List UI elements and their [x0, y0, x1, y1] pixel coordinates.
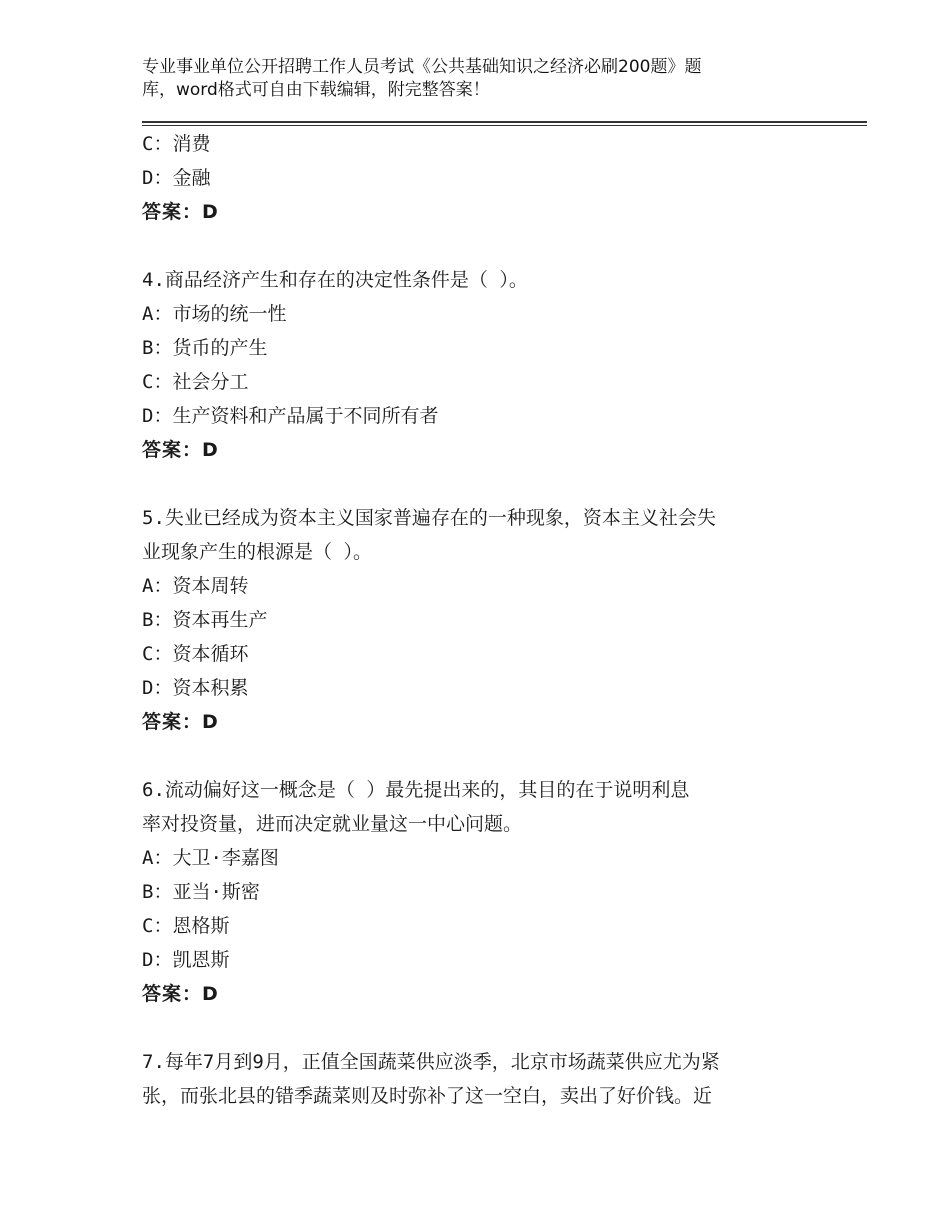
option-c: C：恩格斯	[142, 915, 230, 937]
question-content	[142, 127, 842, 1113]
answer: 答案：D	[142, 201, 219, 223]
question-stem: 6.流动偏好这一概念是（ ）最先提出来的，其目的在于说明利息	[142, 779, 690, 801]
spacer	[142, 1011, 842, 1045]
option-c: C：资本循环	[142, 643, 249, 665]
question-stem: 5.失业已经成为资本主义国家普遍存在的一种现象，资本主义社会失	[142, 507, 716, 529]
question-stem-cont: 率对投资量，进而决定就业量这一中心问题。	[142, 813, 523, 835]
spacer	[142, 467, 842, 501]
option-c: C：消费	[142, 133, 211, 155]
option-b: B：亚当·斯密	[142, 881, 260, 903]
question-stem: 7.每年7月到9月，正值全国蔬菜供应淡季，北京市场蔬菜供应尤为紧	[142, 1051, 720, 1073]
option-a: A：资本周转	[142, 575, 249, 597]
option-c: C：社会分工	[142, 371, 249, 393]
option-d: D：金融	[142, 167, 211, 189]
question-block-6	[142, 773, 842, 1011]
option-a: A：市场的统一性	[142, 303, 287, 325]
question-stem-cont: 张，而张北县的错季蔬菜则及时弥补了这一空白，卖出了好价钱。近	[142, 1085, 713, 1107]
question-block-7	[142, 1045, 842, 1113]
option-d: D：生产资料和产品属于不同所有者	[142, 405, 439, 427]
header-line-2: 库，word格式可自由下载编辑，附完整答案！	[142, 80, 490, 100]
header-rule-thick	[142, 121, 867, 123]
question-block-5	[142, 501, 842, 739]
question-block-3	[142, 127, 842, 229]
header-line-1: 专业事业单位公开招聘工作人员考试《公共基础知识之经济必刷200题》题	[142, 57, 702, 77]
option-d: D：资本积累	[142, 677, 249, 699]
header-rule-thin	[142, 125, 867, 126]
question-block-4	[142, 263, 842, 467]
answer: 答案：D	[142, 711, 219, 733]
spacer	[142, 739, 842, 773]
answer: 答案：D	[142, 439, 219, 461]
option-d: D：凯恩斯	[142, 949, 230, 971]
spacer	[142, 229, 842, 263]
document-header	[142, 56, 782, 102]
question-stem: 4.商品经济产生和存在的决定性条件是（ ）。	[142, 269, 528, 291]
answer: 答案：D	[142, 983, 219, 1005]
question-stem-cont: 业现象产生的根源是（ ）。	[142, 541, 372, 563]
option-a: A：大卫·李嘉图	[142, 847, 279, 869]
option-b: B：资本再生产	[142, 609, 268, 631]
option-b: B：货币的产生	[142, 337, 268, 359]
